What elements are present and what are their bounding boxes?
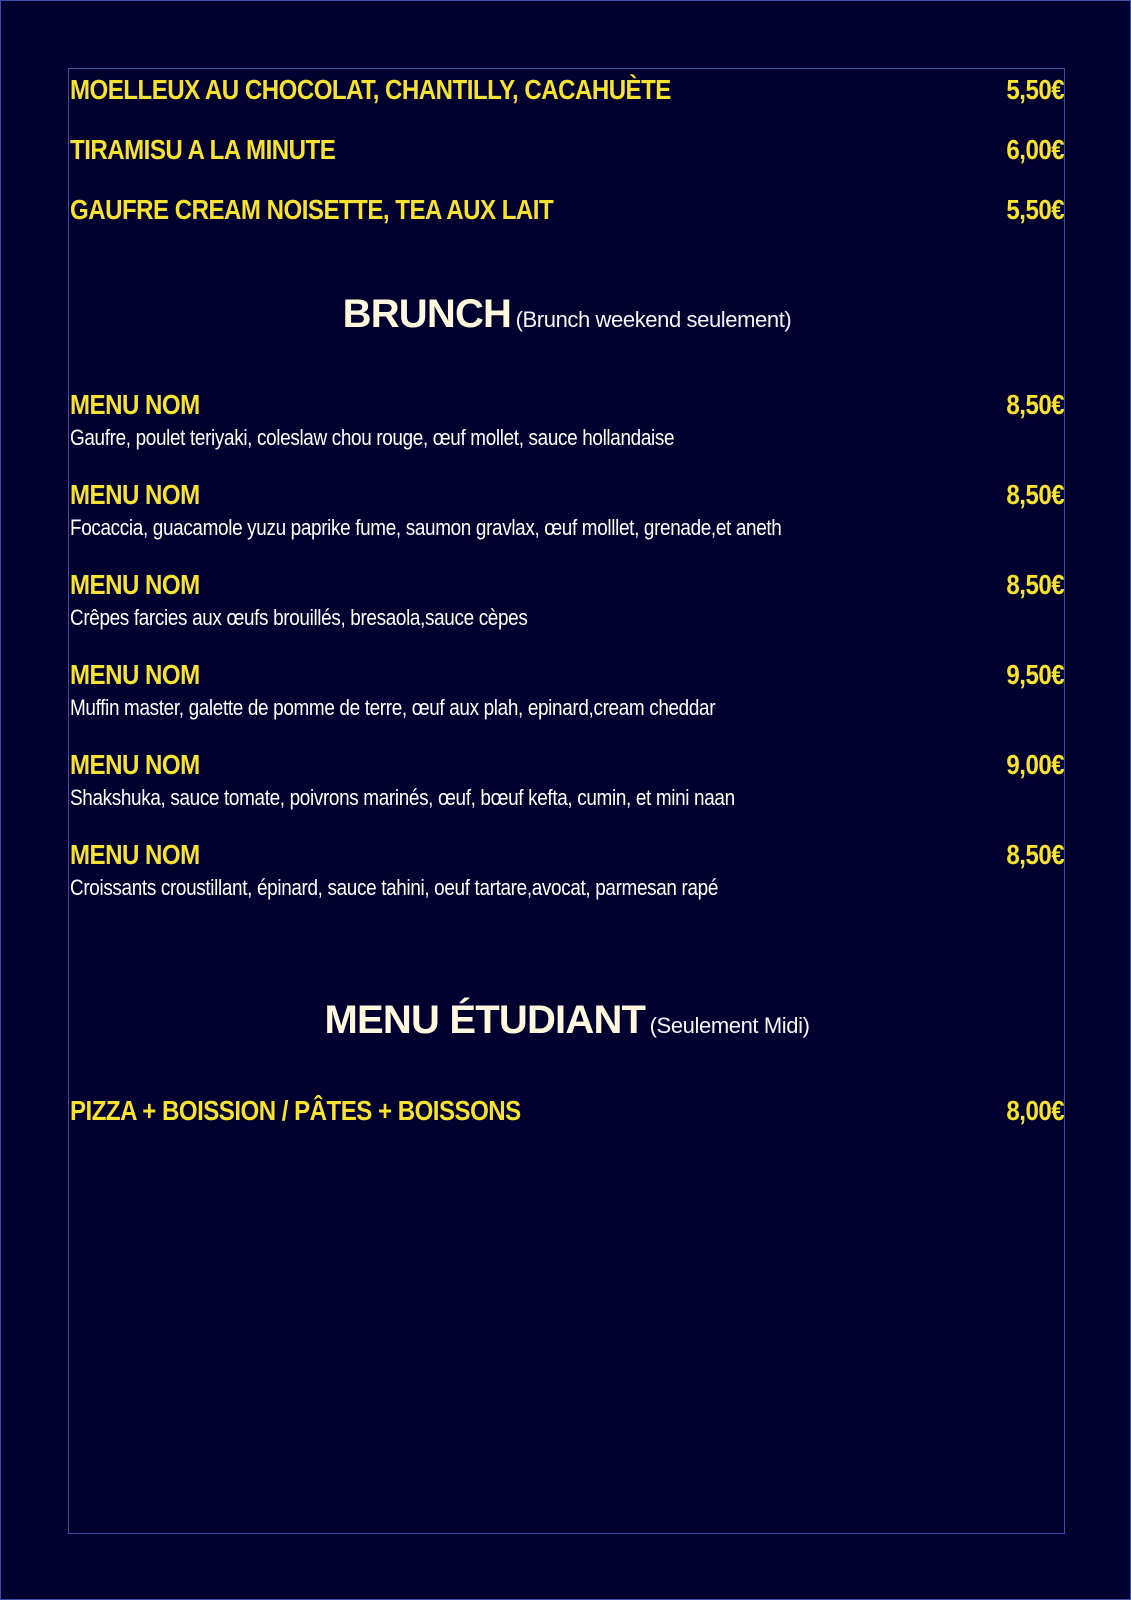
menu-item [70,194,1064,226]
item-description: Muffin master, galette de pomme de terre, œuf aux plah, epinard,cream cheddar [70,695,716,720]
item-name: MENU NOM [70,839,200,870]
item-price: 5,50€ [1006,74,1064,105]
item-price: 9,00€ [1006,749,1064,780]
item-price: 8,50€ [1006,569,1064,600]
item-price: 5,50€ [1006,194,1064,225]
section-subtitle: (Brunch weekend seulement) [515,307,792,332]
menu-item [70,839,1064,871]
item-name: GAUFRE CREAM NOISETTE, TEA AUX LAIT [70,194,554,225]
section-heading: BRUNCH [342,292,512,336]
menu-item [70,134,1064,166]
menu-item [70,74,1064,106]
item-price: 8,00€ [1006,1095,1064,1126]
item-description: Crêpes farcies aux œufs brouillés, bresaola,sauce cèpes [70,605,528,630]
item-price: 6,00€ [1006,134,1064,165]
item-price: 8,50€ [1006,389,1064,420]
menu-item [70,569,1064,601]
section-title-brunch [70,292,1064,337]
item-name: MENU NOM [70,749,200,780]
item-name: MENU NOM [70,479,200,510]
item-price: 8,50€ [1006,839,1064,870]
menu-item [70,479,1064,511]
item-description: Focaccia, guacamole yuzu paprike fume, saumon gravlax, œuf molllet, grenade,et aneth [70,515,782,540]
item-description: Shakshuka, sauce tomate, poivrons marinés, œuf, bœuf kefta, cumin, et mini naan [70,785,735,810]
item-name: PIZZA + BOISSION / PÂTES + BOISSONS [70,1095,521,1126]
item-name: MENU NOM [70,659,200,690]
menu-item [70,1095,1064,1127]
item-description: Croissants croustillant, épinard, sauce tahini, oeuf tartare,avocat, parmesan rapé [70,875,719,900]
section-heading: MENU ÉTUDIANT [324,998,646,1042]
menu-item [70,659,1064,691]
item-name: MOELLEUX AU CHOCOLAT, CHANTILLY, CACAHUÈTE [70,74,671,105]
item-name: TIRAMISU A LA MINUTE [70,134,336,165]
item-price: 8,50€ [1006,479,1064,510]
item-name: MENU NOM [70,389,200,420]
menu-item [70,749,1064,781]
menu-item [70,389,1064,421]
item-price: 9,50€ [1006,659,1064,690]
item-description: Gaufre, poulet teriyaki, coleslaw chou rouge, œuf mollet, sauce hollandaise [70,425,675,450]
section-title-etudiant [70,998,1064,1043]
item-name: MENU NOM [70,569,200,600]
section-subtitle: (Seulement Midi) [649,1013,810,1038]
